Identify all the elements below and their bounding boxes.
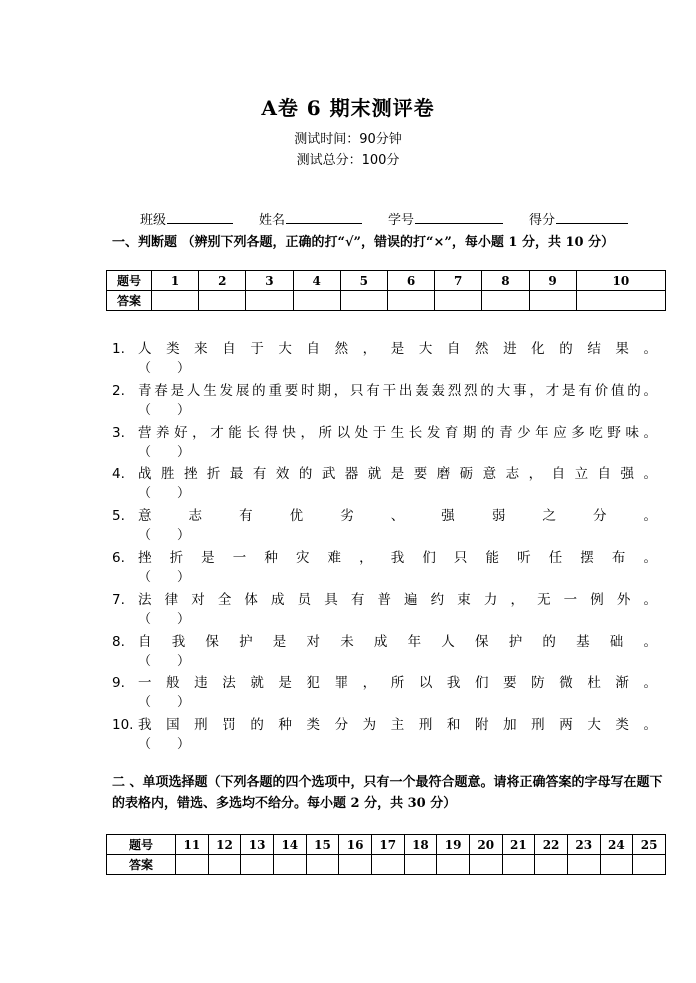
question-number: 5. — [112, 508, 125, 525]
answer-parentheses[interactable]: （ ） — [138, 528, 191, 544]
question-text: 营养好，才能长得快，所以处于生长发育期的青少年应多吃野味。 — [138, 424, 657, 441]
question-number-cell: 21 — [502, 835, 535, 855]
answer-cell[interactable] — [208, 855, 241, 875]
answer-table-2-answer-row — [107, 855, 666, 875]
answer-cell[interactable] — [435, 291, 482, 311]
question-number: 1. — [112, 341, 125, 357]
answer-cell[interactable] — [567, 855, 600, 875]
question-text: 自我保护是对未成年人保护的基础。 — [138, 633, 657, 650]
list-item — [112, 379, 657, 399]
question-number: 8. — [112, 633, 125, 650]
list-item — [112, 421, 657, 441]
answer-cell[interactable] — [535, 855, 568, 875]
question-number-cell: 17 — [371, 835, 404, 855]
answer-parentheses[interactable]: （ ） — [138, 695, 191, 711]
question-number: 9. — [112, 675, 125, 692]
answer-cell[interactable] — [199, 291, 246, 311]
table-row-label: 题号 — [107, 271, 152, 291]
question-text: 青春是人生发展的重要时期，只有干出轰轰烈烈的大事，才是有价值的。 — [138, 382, 657, 399]
class-blank[interactable] — [167, 211, 233, 224]
answer-cell[interactable] — [437, 855, 470, 875]
answer-parentheses[interactable]: （ ） — [138, 486, 191, 502]
question-number-cell: 4 — [293, 271, 340, 291]
question-number-cell: 5 — [340, 271, 387, 291]
question-number-cell: 8 — [482, 271, 529, 291]
question-number: 6. — [112, 550, 125, 566]
page-title: A卷 6 期末测评卷 — [261, 96, 435, 120]
name-label: 姓名 — [259, 213, 286, 228]
question-number-cell: 22 — [535, 835, 568, 855]
table-row-label: 答案 — [107, 855, 176, 875]
answer-cell[interactable] — [529, 291, 576, 311]
list-item — [112, 588, 657, 608]
list-item — [112, 671, 657, 691]
answer-cell[interactable] — [633, 855, 666, 875]
question-number-cell: 24 — [600, 835, 633, 855]
question-number-cell: 3 — [246, 271, 293, 291]
student-info-line — [140, 209, 654, 228]
answer-cell[interactable] — [482, 291, 529, 311]
question-number-cell: 19 — [437, 835, 470, 855]
question-text: 人类来自于大自然，是大自然进化的结果。 — [138, 341, 657, 357]
question-number-cell: 6 — [387, 271, 434, 291]
answer-cell[interactable] — [600, 855, 633, 875]
name-blank[interactable] — [286, 211, 362, 224]
total-score: 测试总分：100分 — [296, 153, 400, 168]
list-item — [112, 504, 657, 524]
answer-cell[interactable] — [387, 291, 434, 311]
question-number: 10. — [112, 717, 134, 734]
question-number: 7. — [112, 591, 125, 608]
answer-cell[interactable] — [576, 291, 665, 311]
question-number-cell: 11 — [176, 835, 209, 855]
class-label: 班级 — [140, 213, 167, 228]
answer-cell[interactable] — [340, 291, 387, 311]
student-id-label: 学号 — [388, 213, 415, 228]
answer-cell[interactable] — [273, 855, 306, 875]
answer-cell[interactable] — [306, 855, 339, 875]
student-id-field[interactable] — [388, 209, 503, 228]
section1-heading: 一、判断题 （辨别下列各题，正确的打“√”，错误的打“×”，每小题 1 分，共 10 分） — [112, 235, 615, 250]
question-number: 3. — [112, 424, 125, 441]
list-item — [112, 546, 657, 566]
question-number-cell: 1 — [152, 271, 199, 291]
answer-cell[interactable] — [152, 291, 199, 311]
answer-table-1 — [106, 270, 666, 311]
answer-cell[interactable] — [293, 291, 340, 311]
question-number-cell: 13 — [241, 835, 274, 855]
question-number-cell: 12 — [208, 835, 241, 855]
answer-parentheses[interactable]: （ ） — [138, 444, 191, 460]
question-number-cell: 2 — [199, 271, 246, 291]
list-item — [112, 713, 657, 733]
answer-table-1-answer-row — [107, 291, 666, 311]
question-number-cell: 25 — [633, 835, 666, 855]
answer-parentheses[interactable]: （ ） — [138, 737, 191, 753]
question-text: 战胜挫折最有效的武器就是要磨砺意志，自立自强。 — [138, 466, 657, 483]
answer-parentheses[interactable]: （ ） — [138, 361, 191, 376]
question-number-cell: 14 — [273, 835, 306, 855]
question-text: 一般违法就是犯罪，所以我们要防微杜渐。 — [138, 675, 657, 692]
answer-parentheses[interactable]: （ ） — [138, 570, 191, 585]
table-row-label: 答案 — [107, 291, 152, 311]
answer-cell[interactable] — [469, 855, 502, 875]
answer-cell[interactable] — [339, 855, 372, 875]
answer-table-2 — [106, 834, 666, 875]
answer-table-1-number-row — [107, 271, 666, 291]
question-text: 意志有优劣、强弱之分。 — [138, 508, 657, 525]
student-id-blank[interactable] — [415, 211, 503, 224]
answer-cell[interactable] — [404, 855, 437, 875]
question-number-cell: 10 — [576, 271, 665, 291]
answer-cell[interactable] — [176, 855, 209, 875]
score-field[interactable] — [529, 209, 628, 228]
test-time: 测试时间：90分钟 — [294, 132, 402, 147]
question-number-cell: 9 — [529, 271, 576, 291]
question-number-cell: 7 — [435, 271, 482, 291]
question-number-cell: 20 — [469, 835, 502, 855]
question-number: 4. — [112, 466, 125, 483]
question-number-cell: 18 — [404, 835, 437, 855]
score-label: 得分 — [529, 213, 556, 228]
answer-table-2-number-row — [107, 835, 666, 855]
question-number-cell: 15 — [306, 835, 339, 855]
class-field[interactable] — [140, 209, 233, 228]
question-number-cell: 23 — [567, 835, 600, 855]
question-text: 我国刑罚的种类分为主刑和附加刑两大类。 — [138, 717, 657, 734]
question-number: 2. — [112, 382, 125, 399]
answer-cell[interactable] — [502, 855, 535, 875]
answer-cell[interactable] — [371, 855, 404, 875]
answer-cell[interactable] — [246, 291, 293, 311]
score-blank[interactable] — [556, 211, 628, 224]
answer-parentheses[interactable]: （ ） — [138, 611, 191, 627]
list-item — [112, 337, 657, 357]
question-text: 法律对全体成员具有普遍约束力，无一例外。 — [138, 591, 657, 608]
list-item — [112, 630, 657, 650]
answer-parentheses[interactable]: （ ） — [138, 402, 191, 418]
answer-parentheses[interactable]: （ ） — [138, 653, 191, 669]
list-item — [112, 462, 657, 482]
question-number-cell: 16 — [339, 835, 372, 855]
name-field[interactable] — [259, 209, 362, 228]
section2-heading: 二 、单项选择题（下列各题的四个选项中，只有一个最符合题意。请将正确答案的字母写在题下的表格内，错选、多选均不给分。每小题 2 分，共 30 分） — [112, 775, 663, 811]
question-text: 挫折是一种灾难，我们只能听任摆布。 — [138, 550, 657, 566]
answer-cell[interactable] — [241, 855, 274, 875]
table-row-label: 题号 — [107, 835, 176, 855]
